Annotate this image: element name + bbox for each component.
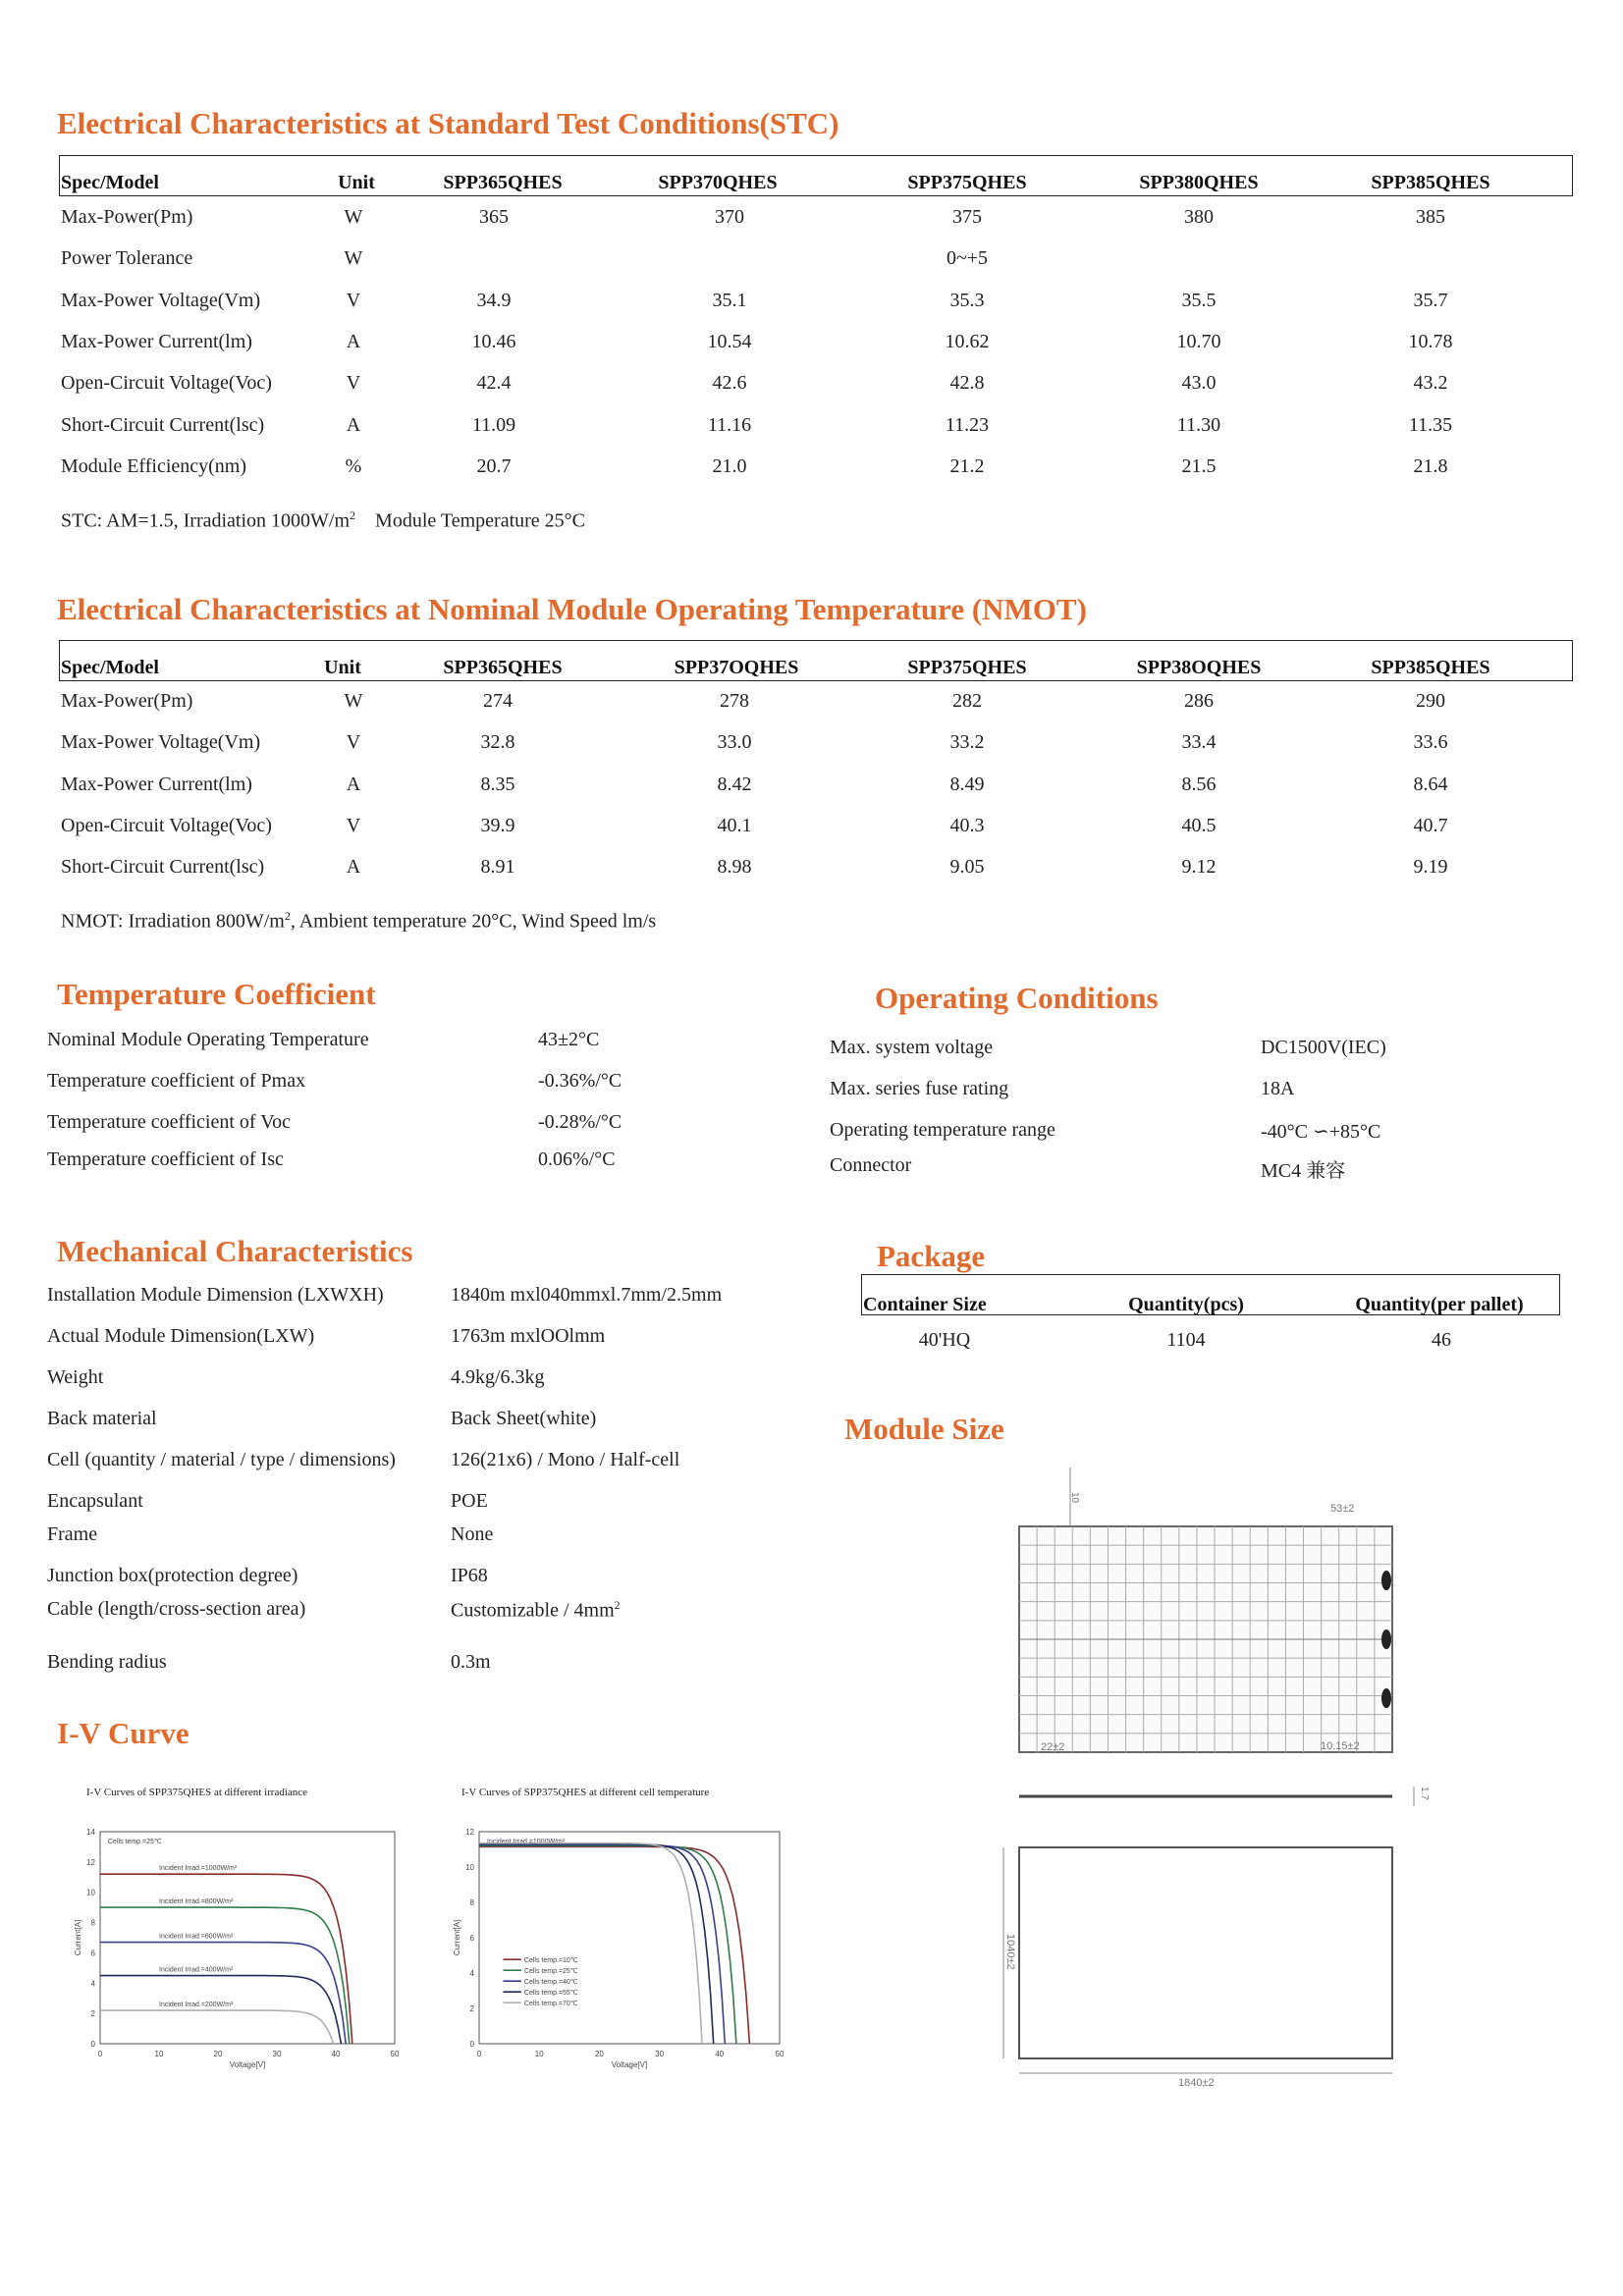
kv-value-text: IP68	[451, 1565, 488, 1586]
legend-label: Cells temp.=55℃	[523, 1990, 578, 1998]
nmot-header-box	[59, 640, 1573, 681]
row-value: 33.4	[1181, 731, 1217, 754]
row-value: 370	[715, 206, 744, 228]
chart-annotation: Cells temp.=25℃	[108, 1839, 162, 1845]
kv-label: Actual Module Dimension(LXW)	[47, 1325, 315, 1347]
legend-label: Cells temp.=40℃	[523, 1979, 578, 1987]
row-value: 8.35	[480, 773, 515, 795]
module-size-drawing	[982, 1463, 1443, 2091]
kv-value-text: 0.06%/°C	[538, 1148, 616, 1170]
package-qty-value: 1104	[1166, 1329, 1206, 1351]
kv-value	[451, 1449, 679, 1471]
x-tick-label: 0	[97, 2050, 103, 2058]
kv-label: Temperature coefficient of Pmax	[47, 1070, 306, 1092]
dim-length-label: 1840±2	[1178, 2077, 1215, 2089]
kv-value	[1261, 1078, 1294, 1100]
kv-value	[451, 1598, 621, 1623]
junction-box-2	[1381, 1629, 1391, 1649]
row-value: 33.6	[1413, 731, 1448, 754]
row-label: Max-Power Current(lm)	[61, 773, 252, 795]
dim-right-label: 53±2	[1330, 1503, 1355, 1515]
row-unit: A	[346, 413, 361, 436]
kv-label: Frame	[47, 1523, 98, 1545]
row-unit: A	[346, 330, 361, 352]
y-tick-label: 12	[86, 1857, 95, 1867]
y-tick-label: 6	[90, 1949, 95, 1958]
kv-value	[451, 1651, 491, 1674]
dim-left-bottom-label: 22±2	[1041, 1741, 1065, 1753]
stc-header-model: SPP385QHES	[1371, 172, 1490, 193]
package-title: Package	[877, 1239, 986, 1273]
x-tick-label: 0	[476, 2050, 482, 2058]
iv-chart1-title: I-V Curves of SPP375QHES at different irradiance	[86, 1787, 308, 1798]
stc-note-sup: 2	[350, 508, 356, 522]
kv-value-text: POE	[451, 1490, 488, 1512]
x-tick-label: 40	[715, 2050, 725, 2058]
stc-header-model: SPP365QHES	[443, 172, 563, 193]
kv-value-text: Customizable / 4mm	[451, 1599, 615, 1622]
iv-chart-temperature	[450, 1816, 813, 2081]
stc-header-model: SPP375QHES	[907, 172, 1027, 193]
row-value: 11.30	[1176, 413, 1221, 436]
junction-box-1	[1381, 1571, 1391, 1590]
row-value: 42.8	[949, 372, 985, 395]
iv-title: I-V Curve	[57, 1716, 189, 1750]
row-unit: V	[346, 731, 361, 754]
kv-value-text: 0.3m	[451, 1651, 491, 1673]
row-label: Module Efficiency(nm)	[61, 454, 247, 477]
kv-value-text: 18A	[1261, 1078, 1295, 1099]
kv-value	[451, 1366, 545, 1389]
row-value: 9.19	[1413, 856, 1448, 879]
row-label: Short-Circuit Current(lsc)	[61, 856, 265, 879]
row-value: 21.0	[712, 454, 747, 477]
dim-thickness-label: 1.7	[1419, 1787, 1430, 1800]
row-value: 8.98	[717, 856, 752, 879]
row-value: 9.12	[1181, 856, 1217, 879]
y-tick-label: 0	[90, 2040, 95, 2049]
row-value: 0~+5	[946, 247, 989, 270]
kv-value-sup: 2	[614, 1598, 621, 1612]
module-size-title: Module Size	[844, 1412, 1004, 1446]
row-value: 40.1	[717, 814, 752, 836]
kv-value	[1261, 1119, 1380, 1144]
series-label: Incident Irrad.=200W/m²	[159, 2002, 234, 2009]
row-value: 43.2	[1413, 372, 1448, 395]
y-tick-label: 12	[465, 1828, 474, 1837]
junction-box-3	[1381, 1688, 1391, 1708]
row-value: 10.78	[1408, 330, 1453, 352]
row-value: 10.54	[707, 330, 752, 352]
kv-value-text: 1840m mxl040mmxl.7mm/2.5mm	[451, 1284, 723, 1306]
kv-value-text: -0.36%/°C	[538, 1070, 622, 1092]
y-tick-label: 4	[90, 1979, 95, 1989]
kv-label: Max. series fuse rating	[830, 1078, 1009, 1099]
nmot-header-model: SPP37OQHES	[674, 657, 799, 678]
row-value: 40.7	[1413, 814, 1448, 836]
series-label: Incident Irrad.=800W/m²	[159, 1898, 234, 1906]
row-unit: W	[344, 690, 363, 712]
kv-value	[451, 1408, 596, 1430]
package-header-qty: Quantity(pcs)	[1128, 1294, 1244, 1315]
x-tick-label: 30	[655, 2050, 665, 2058]
legend-label: Cells temp.=25℃	[523, 1968, 578, 1976]
row-value: 8.49	[949, 773, 985, 795]
y-tick-label: 4	[469, 1969, 474, 1978]
row-unit: V	[346, 814, 361, 836]
row-value: 8.91	[480, 856, 515, 879]
kv-value-text: 43±2°C	[538, 1029, 600, 1050]
stc-header-unit: Unit	[338, 172, 375, 193]
row-value: 35.5	[1181, 289, 1217, 311]
kv-label: Installation Module Dimension (LXWXH)	[47, 1284, 384, 1306]
row-value: 8.42	[717, 773, 752, 795]
row-value: 9.05	[949, 856, 985, 879]
temp-coeff-title: Temperature Coefficient	[57, 977, 376, 1011]
package-header-container: Container Size	[863, 1294, 987, 1315]
row-label: Max-Power Voltage(Vm)	[61, 731, 261, 754]
row-value: 42.6	[712, 372, 747, 395]
row-label: Short-Circuit Current(lsc)	[61, 413, 265, 436]
row-value: 10.62	[945, 330, 990, 352]
series-label: Incident Irrad.=400W/m²	[159, 1966, 234, 1974]
row-value: 274	[483, 690, 513, 712]
x-tick-label: 40	[331, 2050, 341, 2058]
row-value: 11.09	[471, 413, 516, 436]
row-value: 34.9	[476, 289, 512, 311]
operating-title: Operating Conditions	[875, 981, 1159, 1015]
kv-value-text: Back Sheet(white)	[451, 1408, 597, 1429]
dim-top-label: 10	[1069, 1492, 1080, 1504]
y-tick-label: 8	[469, 1898, 474, 1907]
row-value: 11.16	[707, 413, 752, 436]
module-back-panel	[1019, 1847, 1392, 2058]
row-value: 40.5	[1181, 814, 1217, 836]
kv-value	[1261, 1037, 1386, 1059]
row-value: 385	[1416, 206, 1445, 228]
row-value: 42.4	[476, 372, 512, 395]
legend-label: Cells temp.=10℃	[523, 1957, 578, 1965]
kv-label: Operating temperature range	[830, 1119, 1055, 1141]
row-value: 278	[720, 690, 749, 712]
stc-note-b: Module Temperature 25°C	[375, 509, 586, 532]
y-tick-label: 6	[469, 1934, 474, 1943]
row-value: 282	[952, 690, 982, 712]
kv-value-text: -40°C ∽+85°C	[1261, 1121, 1381, 1143]
row-label: Max-Power(Pm)	[61, 206, 193, 228]
kv-value	[451, 1325, 605, 1348]
dim-height-label: 1040±2	[1004, 1934, 1016, 1970]
row-label: Max-Power(Pm)	[61, 690, 193, 712]
kv-label: Nominal Module Operating Temperature	[47, 1029, 369, 1050]
kv-label: Weight	[47, 1366, 104, 1388]
y-tick-label: 10	[465, 1863, 474, 1872]
chart-annotation: Incident Irrad.=1000W/m²	[487, 1839, 566, 1845]
kv-value	[451, 1523, 493, 1546]
kv-label: Cable (length/cross-section area)	[47, 1598, 306, 1620]
row-unit: V	[346, 372, 361, 395]
nmot-header-model: SPP38OQHES	[1136, 657, 1262, 678]
dim-right-bottom-label: 10.15±2	[1321, 1740, 1360, 1752]
kv-value	[1261, 1154, 1345, 1183]
row-label: Open-Circuit Voltage(Voc)	[61, 814, 272, 836]
nmot-header-model: SPP375QHES	[907, 657, 1027, 678]
y-axis-label: Current[A]	[74, 1919, 82, 1956]
row-value: 365	[479, 206, 509, 228]
y-tick-label: 14	[86, 1828, 95, 1837]
x-axis-label: Voltage[V]	[611, 2060, 648, 2069]
kv-label: Junction box(protection degree)	[47, 1565, 298, 1586]
row-value: 11.35	[1408, 413, 1453, 436]
kv-value-text: DC1500V(IEC)	[1261, 1037, 1386, 1058]
legend-label: Cells temp.=70℃	[523, 2001, 578, 2008]
kv-value-text: 1763m mxlOOlmm	[451, 1325, 606, 1347]
kv-value	[451, 1490, 488, 1513]
stc-header-model: SPP370QHES	[658, 172, 778, 193]
nmot-note-a: NMOT: Irradiation 800W/m	[61, 910, 285, 933]
y-tick-label: 2	[90, 2009, 95, 2019]
kv-label: Encapsulant	[47, 1490, 143, 1512]
iv-chart-irradiance	[61, 1816, 414, 2081]
row-unit: W	[344, 247, 363, 270]
row-value: 33.0	[717, 731, 752, 754]
row-unit: W	[344, 206, 363, 228]
kv-value	[451, 1565, 488, 1587]
stc-note	[61, 508, 585, 533]
iv-chart2-title: I-V Curves of SPP375QHES at different cell temperature	[461, 1787, 710, 1798]
row-label: Max-Power Current(lm)	[61, 330, 252, 352]
nmot-note-b: , Ambient temperature 20°C, Wind Speed lm/s	[290, 910, 657, 933]
kv-label: Bending radius	[47, 1651, 167, 1673]
y-tick-label: 10	[86, 1888, 95, 1897]
kv-value	[538, 1029, 599, 1051]
kv-value	[538, 1111, 622, 1134]
kv-value-text: -0.28%/°C	[538, 1111, 622, 1133]
nmot-header-model: SPP385QHES	[1371, 657, 1490, 678]
row-value: 35.7	[1413, 289, 1448, 311]
row-value: 11.23	[945, 413, 990, 436]
row-value: 290	[1416, 690, 1445, 712]
y-axis-label: Current[A]	[453, 1919, 461, 1956]
row-unit: V	[346, 289, 361, 311]
row-label: Max-Power Voltage(Vm)	[61, 289, 261, 311]
kv-label: Temperature coefficient of Voc	[47, 1111, 291, 1133]
x-tick-label: 10	[154, 2050, 164, 2058]
row-value: 10.70	[1176, 330, 1221, 352]
row-value: 40.3	[949, 814, 985, 836]
stc-header-box	[59, 155, 1573, 196]
kv-label: Cell (quantity / material / type / dimensions)	[47, 1449, 396, 1470]
package-header-pallet: Quantity(per pallet)	[1355, 1294, 1524, 1315]
x-tick-label: 50	[390, 2050, 400, 2058]
row-value: 21.8	[1413, 454, 1448, 477]
stc-title: Electrical Characteristics at Standard Test Conditions(STC)	[57, 106, 839, 140]
x-tick-label: 20	[213, 2050, 223, 2058]
y-tick-label: 8	[90, 1918, 95, 1928]
nmot-header-spec: Spec/Model	[61, 657, 159, 678]
y-tick-label: 0	[469, 2040, 474, 2049]
row-value: 10.46	[471, 330, 516, 352]
row-label: Open-Circuit Voltage(Voc)	[61, 372, 272, 395]
x-tick-label: 50	[775, 2050, 784, 2058]
row-label: Power Tolerance	[61, 247, 193, 270]
x-axis-label: Voltage[V]	[229, 2060, 266, 2069]
x-tick-label: 30	[272, 2050, 282, 2058]
row-value: 35.1	[712, 289, 747, 311]
row-value: 39.9	[480, 814, 515, 836]
x-tick-label: 20	[594, 2050, 604, 2058]
row-unit: A	[346, 856, 361, 879]
nmot-header-model: SPP365QHES	[443, 657, 563, 678]
row-value: 286	[1184, 690, 1214, 712]
kv-value-text: 4.9kg/6.3kg	[451, 1366, 545, 1388]
kv-value-text: MC4 兼容	[1261, 1160, 1346, 1182]
row-value: 43.0	[1181, 372, 1217, 395]
row-value: 32.8	[480, 731, 515, 754]
stc-header-spec: Spec/Model	[61, 172, 159, 193]
x-tick-label: 10	[534, 2050, 544, 2058]
row-value: 33.2	[949, 731, 985, 754]
row-unit: %	[345, 454, 362, 477]
stc-note-a: STC: AM=1.5, Irradiation 1000W/m	[61, 509, 351, 532]
row-value: 8.64	[1413, 773, 1448, 795]
y-tick-label: 2	[469, 2004, 474, 2013]
row-value: 21.5	[1181, 454, 1217, 477]
series-label: Incident Irrad.=1000W/m²	[159, 1865, 238, 1873]
package-pallet-value: 46	[1432, 1329, 1451, 1351]
kv-label: Max. system voltage	[830, 1037, 994, 1058]
row-value: 35.3	[949, 289, 985, 311]
kv-value-text: 126(21x6) / Mono / Half-cell	[451, 1449, 680, 1470]
stc-header-model: SPP380QHES	[1139, 172, 1259, 193]
series-label: Incident Irrad.=600W/m²	[159, 1933, 234, 1941]
kv-value	[451, 1284, 722, 1307]
mechanical-title: Mechanical Characteristics	[57, 1234, 413, 1268]
row-value: 375	[952, 206, 982, 228]
kv-label: Back material	[47, 1408, 157, 1429]
row-value: 20.7	[476, 454, 512, 477]
row-value: 380	[1184, 206, 1214, 228]
row-value: 8.56	[1181, 773, 1217, 795]
nmot-header-unit: Unit	[324, 657, 361, 678]
kv-label: Temperature coefficient of Isc	[47, 1148, 284, 1170]
kv-value-text: None	[451, 1523, 494, 1545]
row-value: 21.2	[949, 454, 985, 477]
kv-value	[538, 1070, 622, 1093]
package-container-value: 40'HQ	[918, 1329, 971, 1351]
nmot-note-sup: 2	[284, 909, 291, 923]
kv-label: Connector	[830, 1154, 912, 1176]
nmot-title: Electrical Characteristics at Nominal Module Operating Temperature (NMOT)	[57, 592, 1087, 626]
kv-value	[538, 1148, 616, 1171]
row-unit: A	[346, 773, 361, 795]
nmot-note	[61, 909, 656, 934]
